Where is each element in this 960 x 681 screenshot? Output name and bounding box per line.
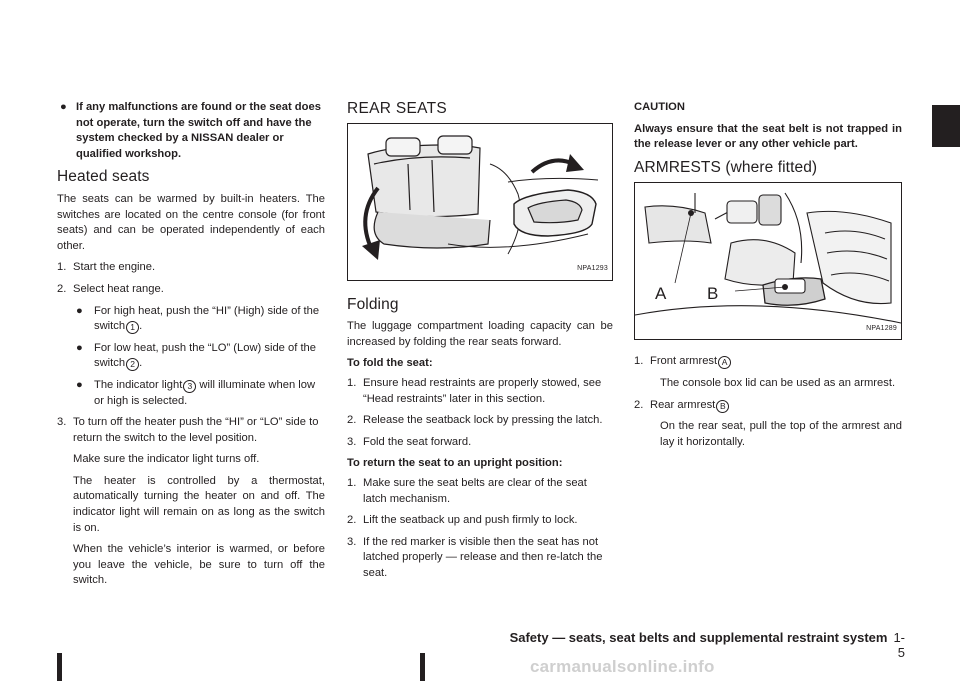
thermostat-note: The heater is controlled by a thermostat, automatically turning the heater on and off. The indicator light will remain on as long as the switch is on. [73,474,325,534]
return-step-1: 1. Make sure the seat belts are clear of the seat latch mechanism. [347,476,587,505]
return-step-3: 3. If the red marker is visible then the seat has not latched properly — release and then re-latch the seat. [347,535,603,579]
step-3: 3. To turn off the heater push the “HI” or “LO” side to return the switch to the level position. [57,416,319,444]
caution-text: Always ensure that the seat belt is not trapped in the release lever or any other vehicle part. [634,122,902,151]
armrest-illustration [635,183,901,339]
armrests-heading: ARMRESTS (where fitted) [634,158,818,176]
folding-intro: The luggage compartment loading capacity can be increased by folding the rear seats forward. [347,320,613,348]
armrest-item-1: 1. Front armrest A [634,354,902,370]
armrest-item-2-text: Rear armrest [650,398,716,411]
step-2-text: Select heat range. [73,282,164,295]
figure-code: NPA1289 [866,324,897,332]
step-1-text: Start the engine. [73,261,156,274]
page-footer [505,630,905,660]
indicator-off-note: Make sure the indicator light turns off. [73,453,260,466]
heated-intro: The seats can be warmed by built-in heaters. The switches are located on the centre console (for front seats) and can be operated independently of each other. [57,192,325,252]
ref-circle-b: B [716,400,729,413]
ref-circle-2: 2 [126,358,139,371]
figure-label-b: B [707,284,719,304]
indicator-text-b: will illuminate when low or high is selected. [94,378,316,407]
armrest-item-1-text: Front armrest [650,355,718,368]
rear-seat-illustration [348,124,612,280]
low-heat-text: For low heat, push the “LO” (Low) side of the switch [94,341,316,370]
fold-step-1: 1. Ensure head restraints are properly stowed, see “Head restraints” later in this section. [347,376,602,405]
watermark-text: carmanualsonline.info [530,657,715,676]
fold-step-2: 2. Release the seatback lock by pressing the latch. [347,414,603,427]
armrest-item-1-desc: The console box lid can be used as an armrest. [660,376,896,389]
step-2: 2. Select heat range. [57,282,164,295]
armrest-item-2: 2. Rear armrest B [634,398,902,414]
return-heading: To return the seat to an upright position: [347,457,563,470]
armrest-item-2-desc: On the rear seat, pull the top of the armrest and lay it horizontally. [660,420,902,448]
crop-mark-center [420,653,425,681]
step-3-text: To turn off the heater push the “HI” or “LO” side to return the switch to the level position. [73,416,319,444]
return-step-3-text: If the red marker is visible then the seat has not latched properly — release and then re-latch the seat. [363,535,603,579]
bullet-dot: ● [60,101,67,113]
return-step-1-text: Make sure the seat belts are clear of the seat latch mechanism. [363,476,587,505]
return-step-2: 2. Lift the seatback up and push firmly to lock. [347,514,578,527]
armrest-figure [634,182,902,340]
section-tab [932,105,960,147]
high-heat-bullet: ● For high heat, push the “HI” (High) side of the switch 1 . [76,304,320,333]
figure-label-a: A [655,284,667,304]
warning-text: If any malfunctions are found or the seat does not operate, turn the switch off and have the system checked by a NISSAN dealer or qualified workshop. [76,101,321,160]
warning-bullet [57,100,325,162]
folding-heading: Folding [347,295,399,313]
low-heat-bullet: ● For low heat, push the “LO” (Low) side of the switch 2 . [76,341,316,370]
indicator-text-a: The indicator light [94,378,183,391]
caution-heading: CAUTION [634,101,685,113]
column-middle [347,101,613,588]
ref-circle-3: 3 [183,380,196,393]
rear-seat-figure [347,123,613,281]
fold-step-3-text: Fold the seat forward. [363,435,472,448]
fold-step-1-text: Ensure head restraints are properly stowed, see “Head restraints” later in this section. [363,376,602,405]
fold-step-2-text: Release the seatback lock by pressing the latch. [363,414,603,427]
crop-mark-left [57,653,62,681]
ref-circle-1: 1 [126,321,139,334]
fold-step-3: 3. Fold the seat forward. [347,435,472,448]
ref-circle-a: A [718,356,731,369]
step-1: 1. Start the engine. [57,261,156,274]
high-heat-text: For high heat, push the “HI” (High) side of the switch [94,304,320,333]
fold-heading: To fold the seat: [347,357,433,370]
return-step-2-text: Lift the seatback up and push firmly to lock. [363,514,578,527]
warmed-note: When the vehicle’s interior is warmed, or before you leave the vehicle, be sure to turn off the switch. [73,543,325,587]
heated-seats-heading: Heated seats [57,168,150,186]
column-right [634,100,902,456]
indicator-bullet: ● The indicator light 3 will illuminate when low or high is selected. [76,378,316,407]
page-number: 1-5 [893,630,905,660]
footer-section-title: Safety — seats, seat belts and supplemental restraint system [509,630,888,645]
column-left [57,100,325,595]
rear-seats-heading: REAR SEATS [347,100,448,117]
figure-code: NPA1293 [577,265,608,272]
